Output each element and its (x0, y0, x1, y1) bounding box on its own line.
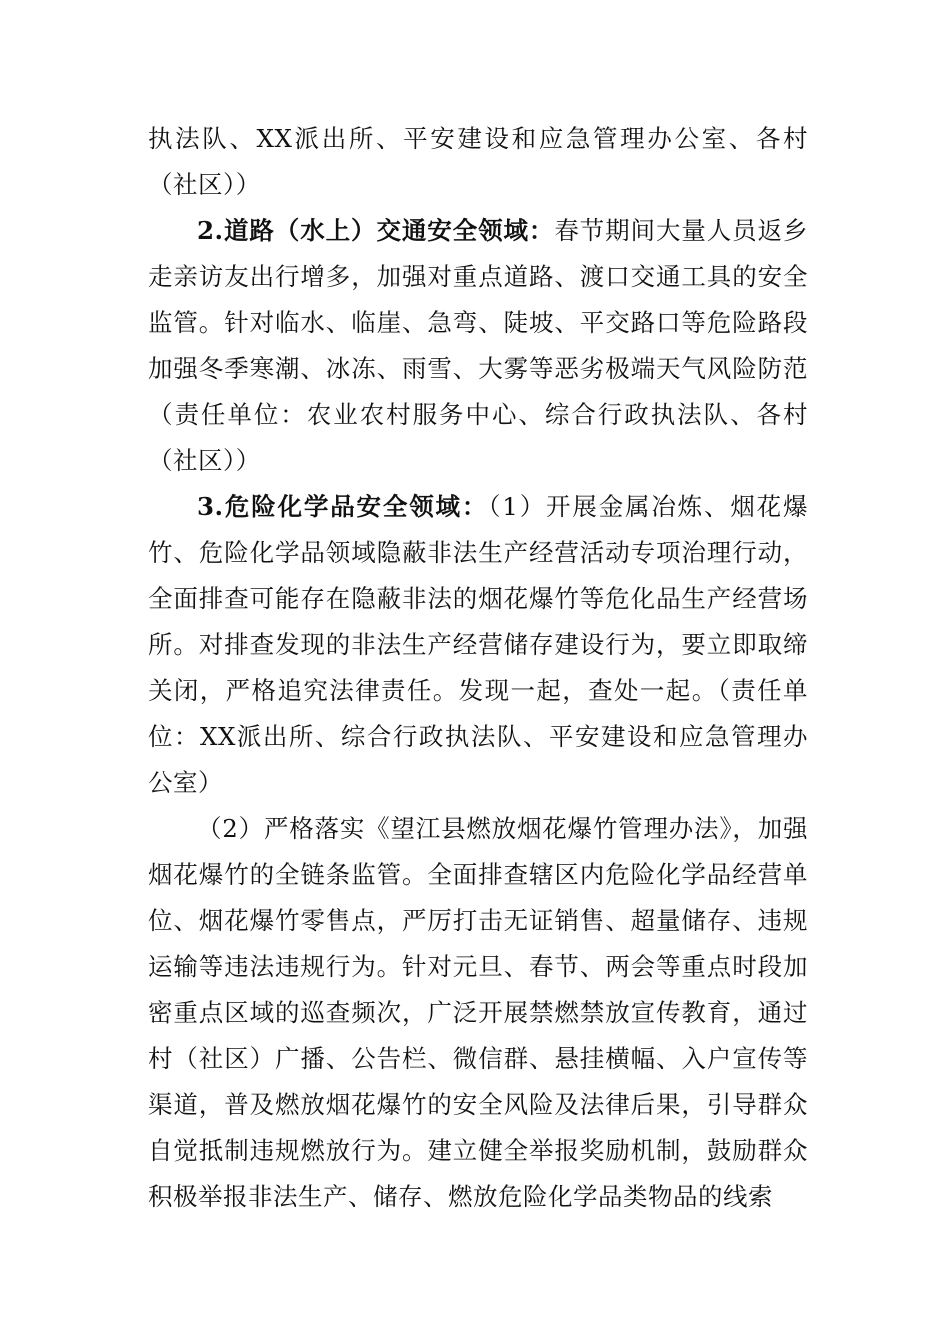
document-page (148, 116, 808, 1220)
paragraph-road-traffic-safety (148, 208, 808, 484)
paragraph-heading: 2.道路（水上）交通安全领域： (197, 216, 555, 245)
paragraph-continuation (148, 116, 808, 208)
paragraph-heading: 3.危险化学品安全领域： (197, 492, 489, 521)
paragraph-text: 执法队、XX派出所、平安建设和应急管理办公室、各村（社区）） (148, 124, 808, 199)
paragraph-text: （2）严格落实《望江县燃放烟花爆竹管理办法》，加强烟花爆竹的全链条监管。全面排查辖区内危险化学品经营单位、烟花爆竹零售点，严厉打击无证销售、超量储存、违规运输等违法违规行为。针对元旦、春节、两会等重点时段加密重点区域的巡查频次，广泛开展禁燃禁放宣传教育，通过村（社区）广播、公告栏、微信群、悬挂横幅、入户宣传等渠道，普及燃放烟花爆竹的安全风险及法律后果，引导群众自觉抵制违规燃放行为。建立健全举报奖励机制，鼓励群众积极举报非法生产、储存、燃放危险化学品类物品的线索 (148, 814, 808, 1211)
paragraph-text: 春节期间大量人员返乡走亲访友出行增多，加强对重点道路、渡口交通工具的安全监管。针对临水、临崖、急弯、陡坡、平交路口等危险路段加强冬季寒潮、冰冻、雨雪、大雾等恶劣极端天气风险防范（责任单位：农业农村服务中心、综合行政执法队、各村（社区）） (148, 216, 808, 475)
paragraph-text: （1）开展金属冶炼、烟花爆竹、危险化学品领域隐蔽非法生产经营活动专项治理行动，全面排查可能存在隐蔽非法的烟花爆竹等危化品生产经营场所。对排查发现的非法生产经营储存建设行为，要立即取缔关闭，严格追究法律责任。发现一起，查处一起。（责任单位：XX派出所、综合行政执法队、平安建设和应急管理办公室） (148, 492, 808, 797)
paragraph-fireworks-regulation (148, 806, 808, 1220)
paragraph-hazardous-chemicals-safety (148, 484, 808, 806)
